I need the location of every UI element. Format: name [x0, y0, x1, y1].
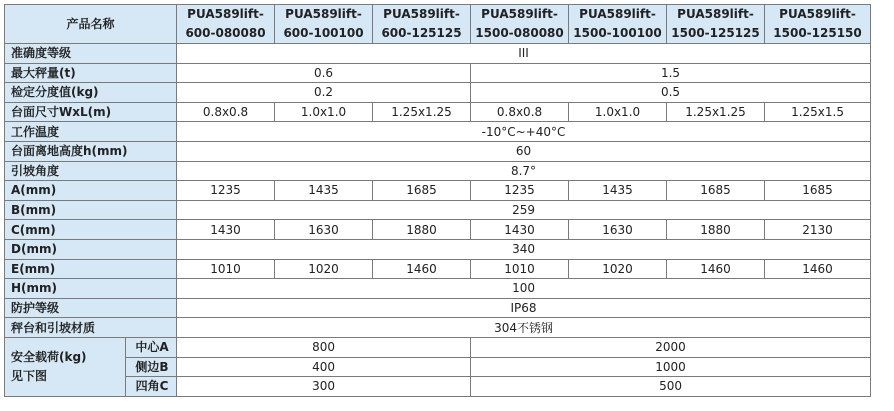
table-row: [5, 83, 871, 103]
table-row: [5, 377, 871, 397]
table-row: [5, 357, 871, 377]
table-cell: 1.25x1.5: [765, 102, 871, 122]
table-row: [5, 102, 871, 122]
table-cell: 1010: [177, 259, 275, 279]
table-row: [5, 220, 871, 240]
product-name-header: 产品名称: [5, 5, 177, 44]
safe-load-label: 安全载荷(kg) 见下图: [5, 337, 126, 396]
table-cell: 1435: [275, 181, 373, 201]
table-cell: 1010: [471, 259, 569, 279]
table-cell: 0.8x0.8: [177, 102, 275, 122]
model-header: PUA589lift- 1500-125125: [667, 5, 765, 44]
table-row: [5, 318, 871, 338]
table-cell: 1460: [667, 259, 765, 279]
table-row: [5, 200, 871, 220]
table-cell: 1.25x1.25: [373, 102, 471, 122]
table-cell: 1460: [765, 259, 871, 279]
row-label: 台面离地高度h(mm): [5, 141, 177, 161]
table-cell: 1430: [177, 220, 275, 240]
table-cell: 2000: [471, 337, 871, 357]
table-row: [5, 239, 871, 259]
table-cell: 1000: [471, 357, 871, 377]
table-cell: 1460: [373, 259, 471, 279]
table-cell: 1020: [275, 259, 373, 279]
table-row: [5, 161, 871, 181]
table-cell: 1685: [765, 181, 871, 201]
row-label: D(mm): [5, 239, 177, 259]
table-cell: 300: [177, 377, 471, 397]
table-cell: 400: [177, 357, 471, 377]
table-cell: 500: [471, 377, 871, 397]
model-header: PUA589lift- 600-100100: [275, 5, 373, 44]
row-label: A(mm): [5, 181, 177, 201]
table-cell: 0.2: [177, 83, 471, 103]
row-label: 秤台和引坡材质: [5, 318, 177, 338]
table-cell: 1880: [667, 220, 765, 240]
table-cell: 1430: [471, 220, 569, 240]
table-cell: 1685: [667, 181, 765, 201]
row-label: H(mm): [5, 279, 177, 299]
table-cell: III: [177, 44, 871, 64]
table-row: [5, 63, 871, 83]
spec-table-container: [4, 4, 871, 397]
table-cell: 1.25x1.25: [667, 102, 765, 122]
table-cell: 8.7°: [177, 161, 871, 181]
row-label: 引坡角度: [5, 161, 177, 181]
table-cell: 60: [177, 141, 871, 161]
table-row: [5, 337, 871, 357]
table-cell: 1235: [471, 181, 569, 201]
model-header: PUA589lift- 1500-125150: [765, 5, 871, 44]
table-row: [5, 279, 871, 299]
table-row: [5, 141, 871, 161]
table-cell: 0.6: [177, 63, 471, 83]
table-cell: 100: [177, 279, 871, 299]
row-label: 准确度等级: [5, 44, 177, 64]
model-header: PUA589lift- 1500-080080: [471, 5, 569, 44]
table-cell: IP68: [177, 298, 871, 318]
model-header: PUA589lift- 1500-100100: [569, 5, 667, 44]
table-cell: 1.5: [471, 63, 871, 83]
table-cell: 1685: [373, 181, 471, 201]
row-sublabel: 侧边B: [126, 357, 177, 377]
table-cell: 800: [177, 337, 471, 357]
table-row: [5, 298, 871, 318]
table-cell: 340: [177, 239, 871, 259]
table-row: [5, 181, 871, 201]
table-cell: 0.8x0.8: [471, 102, 569, 122]
table-cell: 304不锈钢: [177, 318, 871, 338]
table-cell: 259: [177, 200, 871, 220]
spec-table: [4, 4, 871, 397]
row-sublabel: 中心A: [126, 337, 177, 357]
row-label: 最大秤量(t): [5, 63, 177, 83]
model-header: PUA589lift- 600-080080: [177, 5, 275, 44]
table-cell: 1630: [275, 220, 373, 240]
table-cell: 1020: [569, 259, 667, 279]
table-cell: -10°C~+40°C: [177, 122, 871, 142]
table-cell: 1630: [569, 220, 667, 240]
row-label: 检定分度值(kg): [5, 83, 177, 103]
table-row: [5, 259, 871, 279]
table-cell: 1435: [569, 181, 667, 201]
row-label: B(mm): [5, 200, 177, 220]
row-label: C(mm): [5, 220, 177, 240]
row-label: 台面尺寸WxL(m): [5, 102, 177, 122]
table-row: [5, 122, 871, 142]
row-label: 防护等级: [5, 298, 177, 318]
row-sublabel: 四角C: [126, 377, 177, 397]
row-label: E(mm): [5, 259, 177, 279]
table-cell: 2130: [765, 220, 871, 240]
table-cell: 1.0x1.0: [569, 102, 667, 122]
row-label: 工作温度: [5, 122, 177, 142]
table-cell: 0.5: [471, 83, 871, 103]
table-cell: 1.0x1.0: [275, 102, 373, 122]
model-header: PUA589lift- 600-125125: [373, 5, 471, 44]
table-row: [5, 44, 871, 64]
table-cell: 1235: [177, 181, 275, 201]
header-row: [5, 5, 871, 44]
table-cell: 1880: [373, 220, 471, 240]
